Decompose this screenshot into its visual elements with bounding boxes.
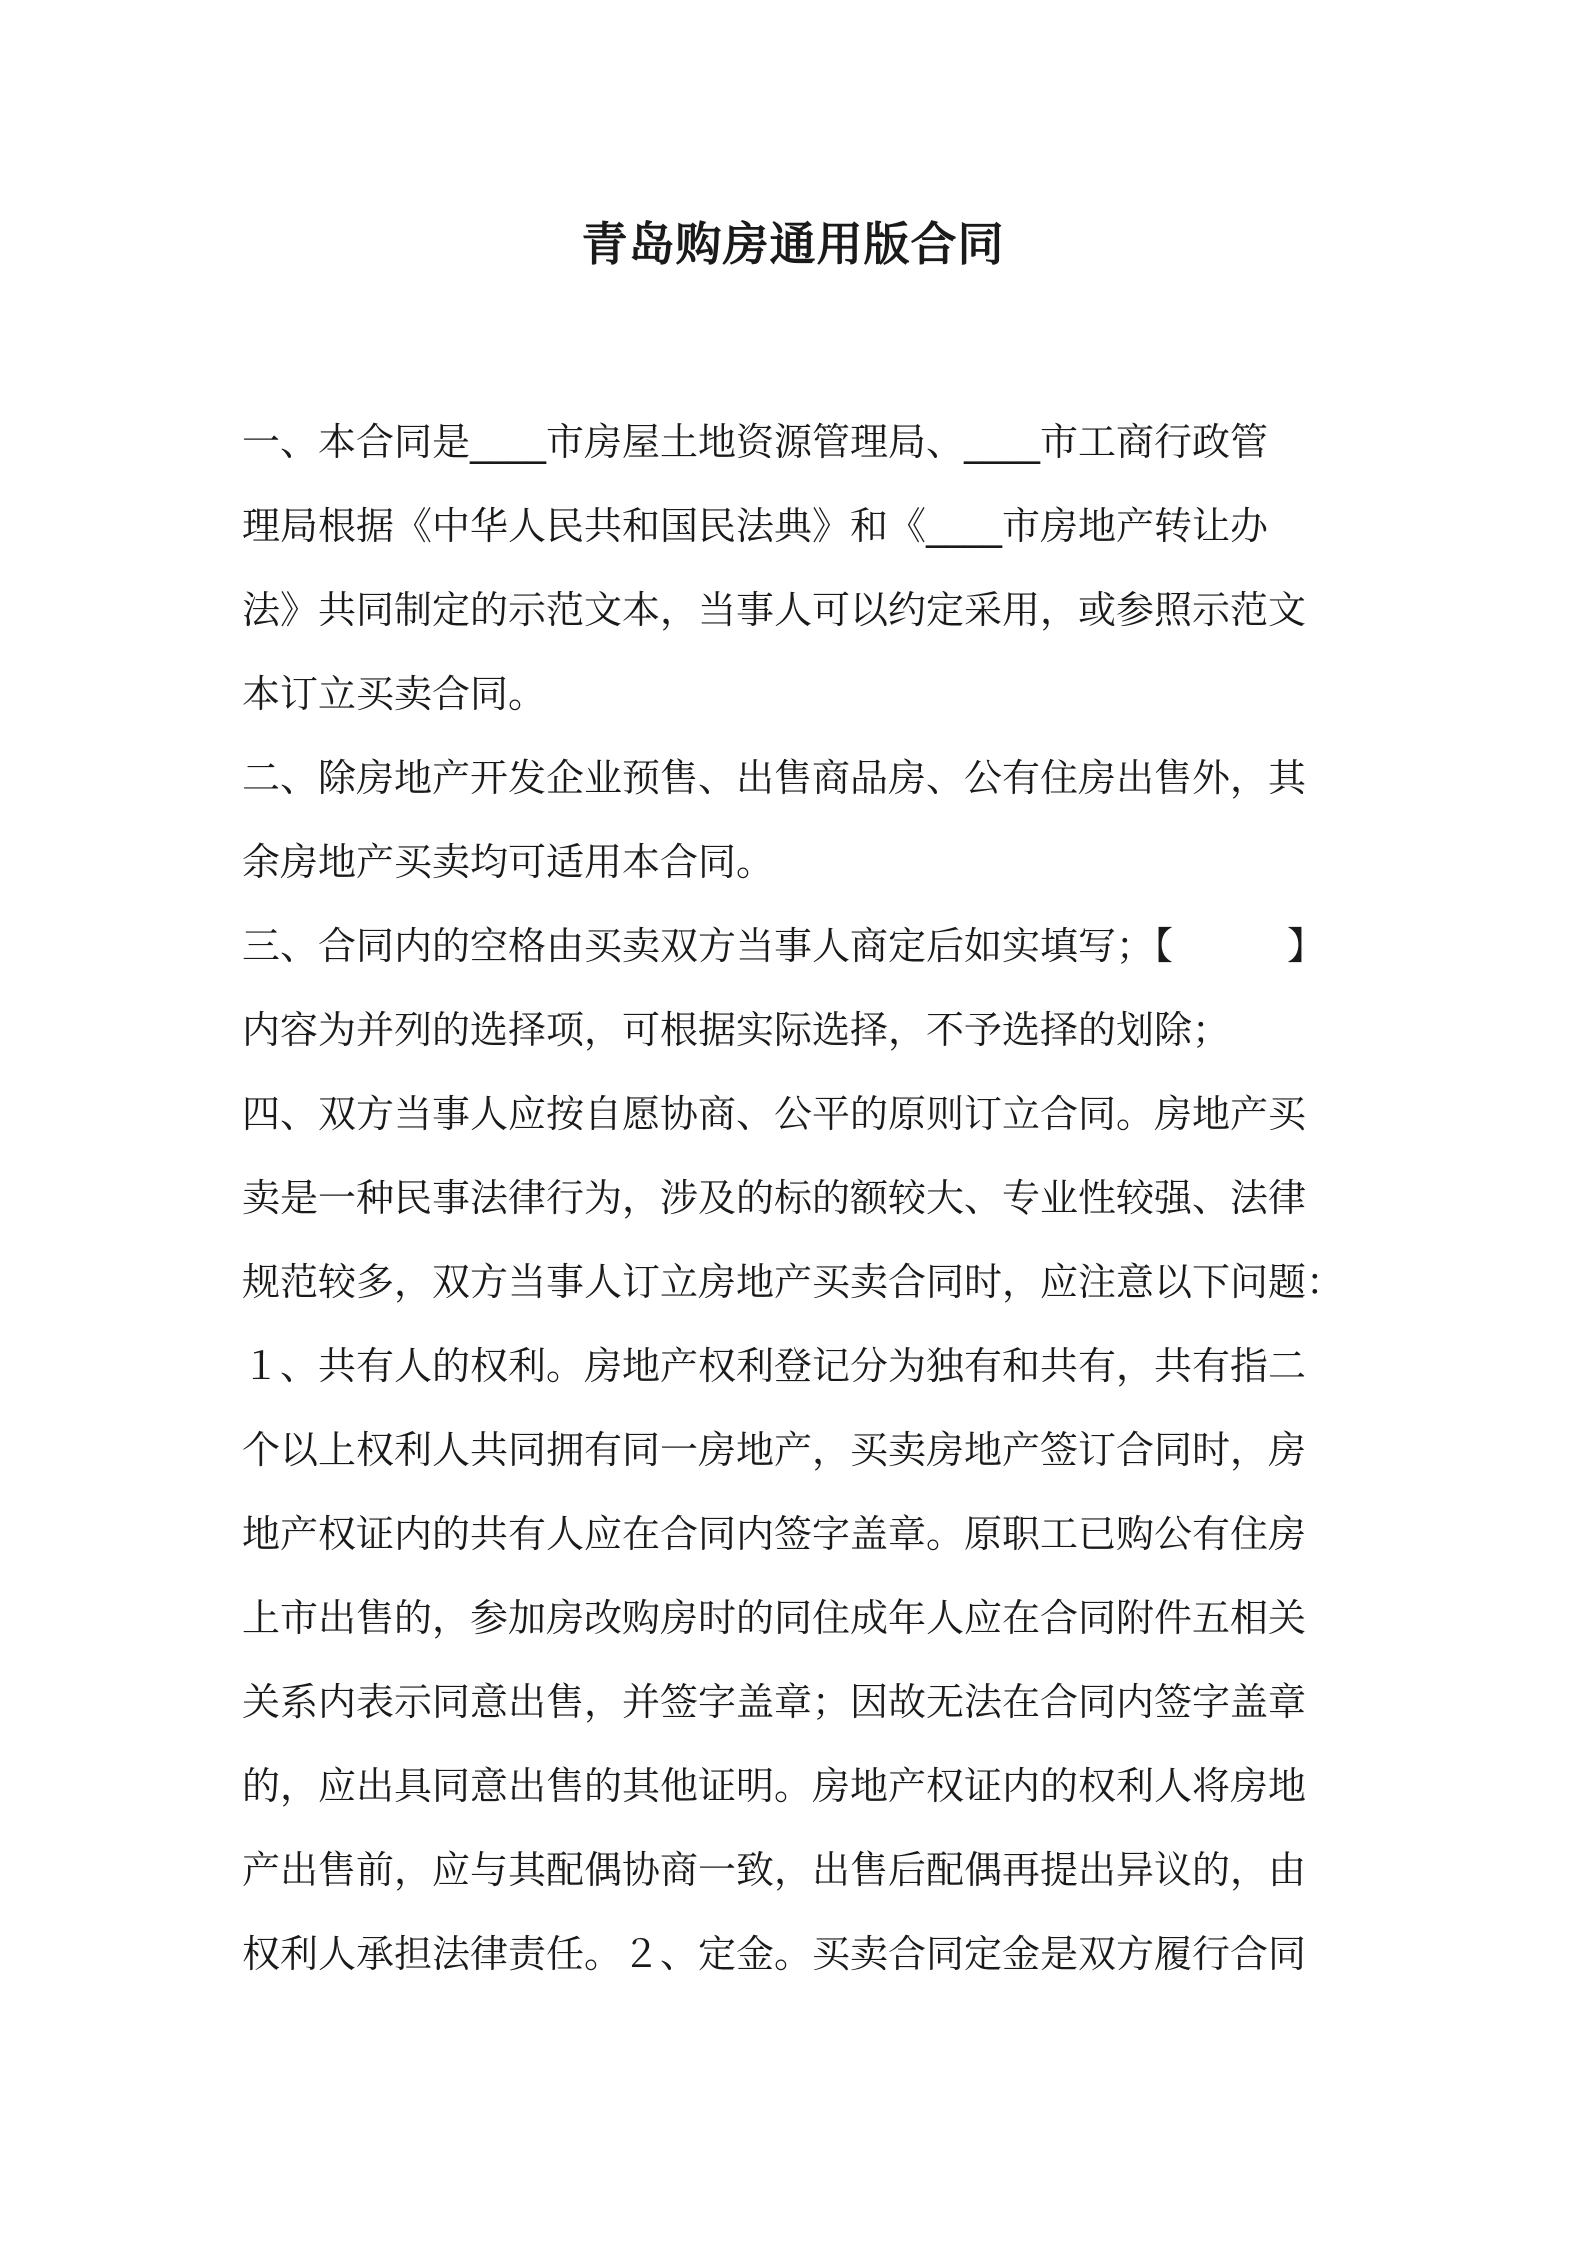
text-line: 二、除房地产开发企业预售、出售商品房、公有住房出售外，其 <box>242 756 1307 800</box>
paragraph-4 <box>242 1072 1352 1996</box>
text-line: 余房地产买卖均可适用本合同。 <box>242 840 775 884</box>
text-line: 一、本合同是____市房屋土地资源管理局、____市工商行政管 <box>242 420 1269 464</box>
document-title: 青岛购房通用版合同 <box>581 217 1005 271</box>
text-line: 上市出售的，参加房改购房时的同住成年人应在合同附件五相关 <box>242 1596 1307 1640</box>
paragraph-1 <box>242 400 1352 736</box>
text-line: 本订立买卖合同。 <box>242 672 547 716</box>
text-line: 地产权证内的共有人应在合同内签字盖章。原职工已购公有住房 <box>242 1512 1307 1556</box>
text-line: 法》共同制定的示范文本，当事人可以约定采用，或参照示范文 <box>242 588 1307 632</box>
paragraph-2 <box>242 736 1352 904</box>
text-line: 内容为并列的选择项，可根据实际选择，不予选择的划除； <box>242 1008 1231 1052</box>
text-line: 理局根据《中华人民共和国民法典》和《____市房地产转让办 <box>242 504 1269 548</box>
text-line: 三、合同内的空格由买卖双方当事人商定后如实填写；【 】 <box>242 924 1326 968</box>
text-line: 的，应出具同意出售的其他证明。房地产权证内的权利人将房地 <box>242 1764 1307 1808</box>
text-line: 权利人承担法律责任。２、定金。买卖合同定金是双方履行合同 <box>242 1932 1307 1976</box>
document-body <box>242 400 1352 1996</box>
text-line: 规范较多，双方当事人订立房地产买卖合同时，应注意以下问题： <box>242 1260 1345 1304</box>
text-line: 四、双方当事人应按自愿协商、公平的原则订立合同。房地产买 <box>242 1092 1307 1136</box>
text-line: １、共有人的权利。房地产权利登记分为独有和共有，共有指二 <box>242 1344 1307 1388</box>
text-line: 产出售前，应与其配偶协商一致，出售后配偶再提出异议的，由 <box>242 1848 1307 1892</box>
text-line: 个以上权利人共同拥有同一房地产，买卖房地产签订合同时，房 <box>242 1428 1307 1472</box>
text-line: 卖是一种民事法律行为，涉及的标的额较大、专业性较强、法律 <box>242 1176 1307 1220</box>
paragraph-3 <box>242 904 1352 1072</box>
text-line: 关系内表示同意出售，并签字盖章；因故无法在合同内签字盖章 <box>242 1680 1307 1724</box>
